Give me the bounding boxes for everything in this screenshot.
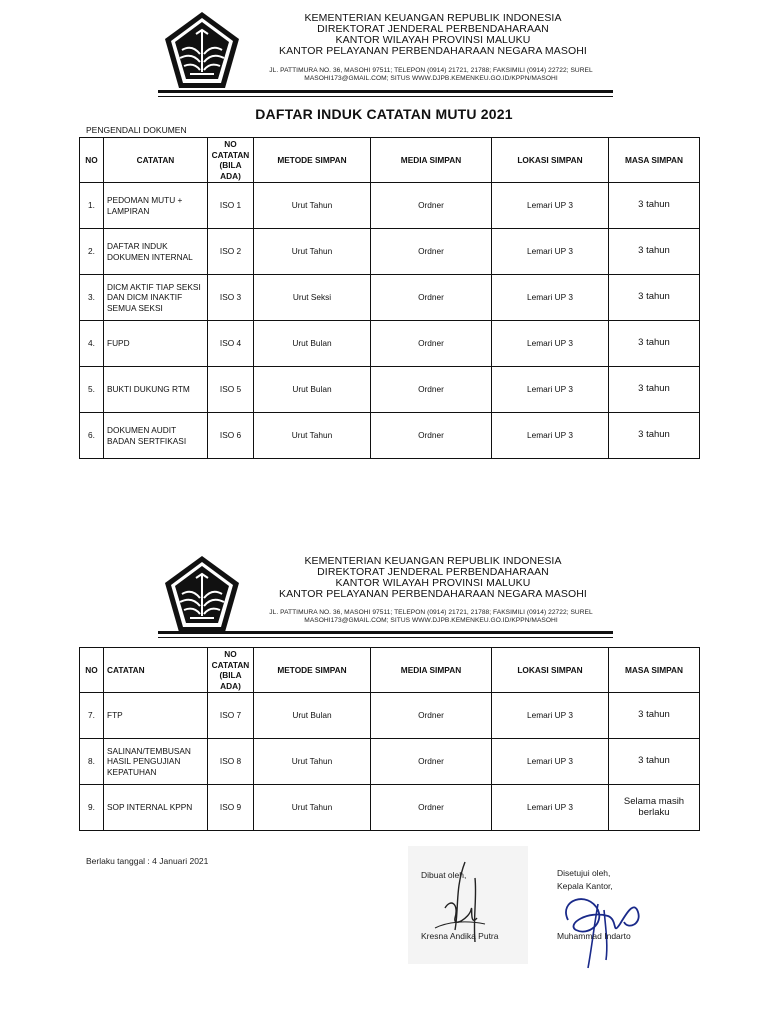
approved-by-label: Disetujui oleh,: [557, 868, 611, 878]
row-masa-text: Selama masih: [623, 796, 685, 807]
row-lokasi: [492, 785, 609, 831]
row-metode-text: Urut Seksi: [292, 292, 332, 303]
row-media: [371, 693, 492, 739]
row-kode: [208, 739, 254, 785]
row-masa: [609, 321, 700, 367]
row-lokasi: [492, 413, 609, 459]
row-masa: [609, 229, 700, 275]
row-no: [80, 785, 104, 831]
row-media-text: Ordner: [418, 246, 444, 257]
row-no-text: 8.: [88, 756, 95, 767]
row-masa-text: 3 tahun: [638, 245, 670, 257]
table-row: [80, 367, 700, 413]
header-line-1: KEMENTERIAN KEUANGAN REPUBLIK INDONESIA: [304, 555, 562, 567]
row-lokasi: [492, 275, 609, 321]
row-catatan-text: PEDOMAN MUTU +: [107, 195, 183, 205]
header-rule-thin: [158, 637, 613, 638]
row-catatan-text: BUKTI DUKUNG RTM: [107, 384, 190, 395]
row-catatan-text: FTP: [107, 710, 123, 721]
row-masa-text: 3 tahun: [638, 709, 670, 721]
approved-by-name: Muhammad Indarto: [557, 931, 631, 941]
row-catatan: [104, 739, 208, 785]
page-title: DAFTAR INDUK CATATAN MUTU 2021: [255, 106, 513, 122]
effective-date: Berlaku tanggal : 4 Januari 2021: [86, 856, 209, 866]
row-masa: [609, 693, 700, 739]
col-header-no-catatan: NO CATATAN (BILA ADA): [208, 648, 254, 693]
row-no-text: 4.: [88, 338, 95, 349]
table-row: [80, 321, 700, 367]
row-catatan-text: KEPATUHAN: [107, 766, 157, 777]
row-catatan: [104, 413, 208, 459]
row-lokasi: [492, 183, 609, 229]
row-masa-text: 3 tahun: [638, 429, 670, 441]
row-kode-text: ISO 9: [219, 802, 242, 813]
row-lokasi-text: Lemari UP 3: [527, 710, 573, 721]
letterhead-top: [0, 0, 768, 100]
row-media: [371, 367, 492, 413]
row-metode: [254, 367, 371, 413]
row-masa-text: 3 tahun: [638, 383, 670, 395]
row-catatan-text: HASIL PENGUJIAN: [107, 756, 181, 767]
row-lokasi: [492, 229, 609, 275]
row-catatan: [104, 367, 208, 413]
row-metode: [254, 183, 371, 229]
header-line-2: DIREKTORAT JENDERAL PERBENDAHARAAN: [317, 23, 549, 35]
row-lokasi-text: Lemari UP 3: [527, 200, 573, 211]
row-lokasi-text: Lemari UP 3: [527, 338, 573, 349]
row-media: [371, 321, 492, 367]
row-kode: [208, 275, 254, 321]
row-metode: [254, 739, 371, 785]
header-line-2: DIREKTORAT JENDERAL PERBENDAHARAAN: [317, 566, 549, 578]
row-kode: [208, 693, 254, 739]
header-line-4: KANTOR PELAYANAN PERBENDAHARAAN NEGARA MASOHI: [279, 588, 587, 600]
row-catatan-text: SEMUA SEKSI: [107, 302, 163, 313]
col-header-metode: METODE SIMPAN: [254, 138, 371, 183]
row-metode: [254, 785, 371, 831]
row-masa: [609, 413, 700, 459]
row-no: [80, 367, 104, 413]
prepared-by-label: Dibuat oleh,: [421, 870, 467, 880]
row-no: [80, 739, 104, 785]
row-media: [371, 275, 492, 321]
row-metode: [254, 413, 371, 459]
row-lokasi: [492, 739, 609, 785]
row-media-text: Ordner: [418, 756, 444, 767]
row-kode-text: ISO 6: [219, 430, 242, 441]
col-header-no-catatan: NO CATATAN (BILA ADA): [208, 138, 254, 183]
row-media: [371, 413, 492, 459]
address-line-2: MASOHI173@GMAIL.COM; SITUS WWW.DJPB.KEMENKEU.GO.ID/KPPN/MASOHI: [304, 617, 558, 624]
row-media-text: Ordner: [418, 292, 444, 303]
row-kode-text: ISO 3: [219, 292, 242, 303]
row-kode-text: ISO 1: [219, 200, 242, 211]
row-catatan-text: DAN DICM INAKTIF: [107, 292, 183, 303]
col-header-catatan: CATATAN: [104, 648, 208, 693]
row-masa-text: 3 tahun: [638, 755, 670, 767]
row-kode: [208, 785, 254, 831]
row-catatan: [104, 785, 208, 831]
header-rule-thick: [158, 90, 613, 93]
col-header-metode: METODE SIMPAN: [254, 648, 371, 693]
row-lokasi: [492, 367, 609, 413]
row-metode: [254, 275, 371, 321]
row-masa: [609, 739, 700, 785]
letterhead-bottom: [0, 546, 768, 646]
row-no-text: 5.: [88, 384, 95, 395]
row-metode-text: Urut Tahun: [291, 430, 333, 441]
row-kode-text: ISO 7: [219, 710, 242, 721]
address-line-2: MASOHI173@GMAIL.COM; SITUS WWW.DJPB.KEMENKEU.GO.ID/KPPN/MASOHI: [304, 75, 558, 82]
row-masa: [609, 785, 700, 831]
prepared-by-name: Kresna Andika Putra: [421, 931, 499, 941]
row-no: [80, 321, 104, 367]
row-masa: [609, 367, 700, 413]
row-catatan-text: DOKUMEN AUDIT: [107, 425, 177, 435]
row-catatan: [104, 275, 208, 321]
row-no: [80, 275, 104, 321]
row-no: [80, 413, 104, 459]
row-catatan-text: BADAN SERTFIKASI: [107, 435, 187, 446]
table-row: [80, 229, 700, 275]
row-no-text: 1.: [88, 200, 95, 211]
row-no-text: 9.: [88, 802, 95, 813]
kemenkeu-logo-icon: [162, 554, 242, 636]
records-table-1: [79, 137, 700, 459]
col-header-masa: MASA SIMPAN: [609, 648, 700, 693]
row-masa-text: 3 tahun: [638, 199, 670, 211]
row-catatan: [104, 229, 208, 275]
row-media-text: Ordner: [418, 200, 444, 211]
table-row: [80, 183, 700, 229]
col-header-no: NO: [80, 648, 104, 693]
table-row: [80, 739, 700, 785]
col-header-media: MEDIA SIMPAN: [371, 138, 492, 183]
row-media-text: Ordner: [418, 802, 444, 813]
row-media-text: Ordner: [418, 710, 444, 721]
header-line-3: KANTOR WILAYAH PROVINSI MALUKU: [335, 34, 531, 46]
row-lokasi-text: Lemari UP 3: [527, 756, 573, 767]
row-catatan-text: SALINAN/TEMBUSAN: [107, 745, 191, 756]
row-kode-text: ISO 8: [219, 756, 242, 767]
table-row: [80, 785, 700, 831]
row-metode-text: Urut Tahun: [291, 756, 333, 767]
row-masa: [609, 183, 700, 229]
row-kode: [208, 229, 254, 275]
row-no-text: 7.: [88, 710, 95, 721]
row-metode: [254, 321, 371, 367]
row-media-text: Ordner: [418, 430, 444, 441]
row-catatan: [104, 183, 208, 229]
row-metode-text: Urut Bulan: [292, 338, 332, 349]
row-catatan-text: LAMPIRAN: [107, 205, 150, 216]
row-no: [80, 229, 104, 275]
row-media-text: Ordner: [418, 338, 444, 349]
row-media-text: Ordner: [418, 384, 444, 395]
row-metode-text: Urut Bulan: [292, 384, 332, 395]
row-no-text: 6.: [88, 430, 95, 441]
row-catatan-text: DICM AKTIF TIAP SEKSI: [107, 281, 201, 292]
row-catatan-text: FUPD: [107, 338, 130, 349]
row-no-text: 3.: [88, 292, 95, 303]
header-line-4: KANTOR PELAYANAN PERBENDAHARAAN NEGARA MASOHI: [279, 45, 587, 57]
row-metode-text: Urut Tahun: [291, 200, 333, 211]
section-label: PENGENDALI DOKUMEN: [86, 125, 187, 135]
row-metode-text: Urut Bulan: [292, 710, 332, 721]
row-catatan: [104, 321, 208, 367]
row-lokasi-text: Lemari UP 3: [527, 292, 573, 303]
row-lokasi-text: Lemari UP 3: [527, 246, 573, 257]
row-metode: [254, 229, 371, 275]
col-header-no: NO: [80, 138, 104, 183]
row-metode-text: Urut Tahun: [291, 802, 333, 813]
col-header-lokasi: LOKASI SIMPAN: [492, 648, 609, 693]
header-rule-thick: [158, 631, 613, 634]
table-header-row: [80, 138, 700, 183]
row-lokasi: [492, 693, 609, 739]
row-no: [80, 183, 104, 229]
row-catatan-text: DOKUMEN INTERNAL: [107, 251, 193, 262]
row-media: [371, 183, 492, 229]
row-kode: [208, 321, 254, 367]
row-masa-text: berlaku: [638, 806, 670, 818]
col-header-catatan: CATATAN: [104, 138, 208, 183]
address-line-1: JL. PATTIMURA NO. 36, MASOHI 97511; TELEPON (0914) 21721, 21788; FAKSIMILI (0914) 22722; SUREL: [269, 67, 593, 74]
records-table-2: [79, 647, 700, 831]
row-metode-text: Urut Tahun: [291, 246, 333, 257]
row-kode-text: ISO 4: [219, 338, 242, 349]
row-lokasi-text: Lemari UP 3: [527, 384, 573, 395]
kemenkeu-logo-icon: [162, 10, 242, 92]
row-media: [371, 785, 492, 831]
row-metode: [254, 693, 371, 739]
table-header-row: [80, 648, 700, 693]
row-kode-text: ISO 5: [219, 384, 242, 395]
row-kode: [208, 413, 254, 459]
row-kode: [208, 367, 254, 413]
row-lokasi-text: Lemari UP 3: [527, 430, 573, 441]
col-header-masa: MASA SIMPAN: [609, 138, 700, 183]
row-kode-text: ISO 2: [219, 246, 242, 257]
header-rule-thin: [158, 96, 613, 97]
row-media: [371, 739, 492, 785]
row-masa: [609, 275, 700, 321]
row-catatan-text: DAFTAR INDUK: [107, 241, 168, 251]
row-lokasi-text: Lemari UP 3: [527, 802, 573, 813]
table-row: [80, 275, 700, 321]
row-catatan-text: SOP INTERNAL KPPN: [107, 802, 193, 813]
row-lokasi: [492, 321, 609, 367]
signature-approved-icon: [548, 880, 648, 972]
row-masa-text: 3 tahun: [638, 291, 670, 303]
row-masa-text: 3 tahun: [638, 337, 670, 349]
row-catatan: [104, 693, 208, 739]
header-line-3: KANTOR WILAYAH PROVINSI MALUKU: [335, 577, 531, 589]
table-row: [80, 693, 700, 739]
address-line-1: JL. PATTIMURA NO. 36, MASOHI 97511; TELEPON (0914) 21721, 21788; FAKSIMILI (0914) 22722; SUREL: [269, 609, 593, 616]
col-header-media: MEDIA SIMPAN: [371, 648, 492, 693]
row-no-text: 2.: [88, 246, 95, 257]
row-media: [371, 229, 492, 275]
table-row: [80, 413, 700, 459]
approved-by-title: Kepala Kantor,: [557, 881, 613, 891]
col-header-lokasi: LOKASI SIMPAN: [492, 138, 609, 183]
row-no: [80, 693, 104, 739]
header-line-1: KEMENTERIAN KEUANGAN REPUBLIK INDONESIA: [304, 12, 562, 24]
row-kode: [208, 183, 254, 229]
